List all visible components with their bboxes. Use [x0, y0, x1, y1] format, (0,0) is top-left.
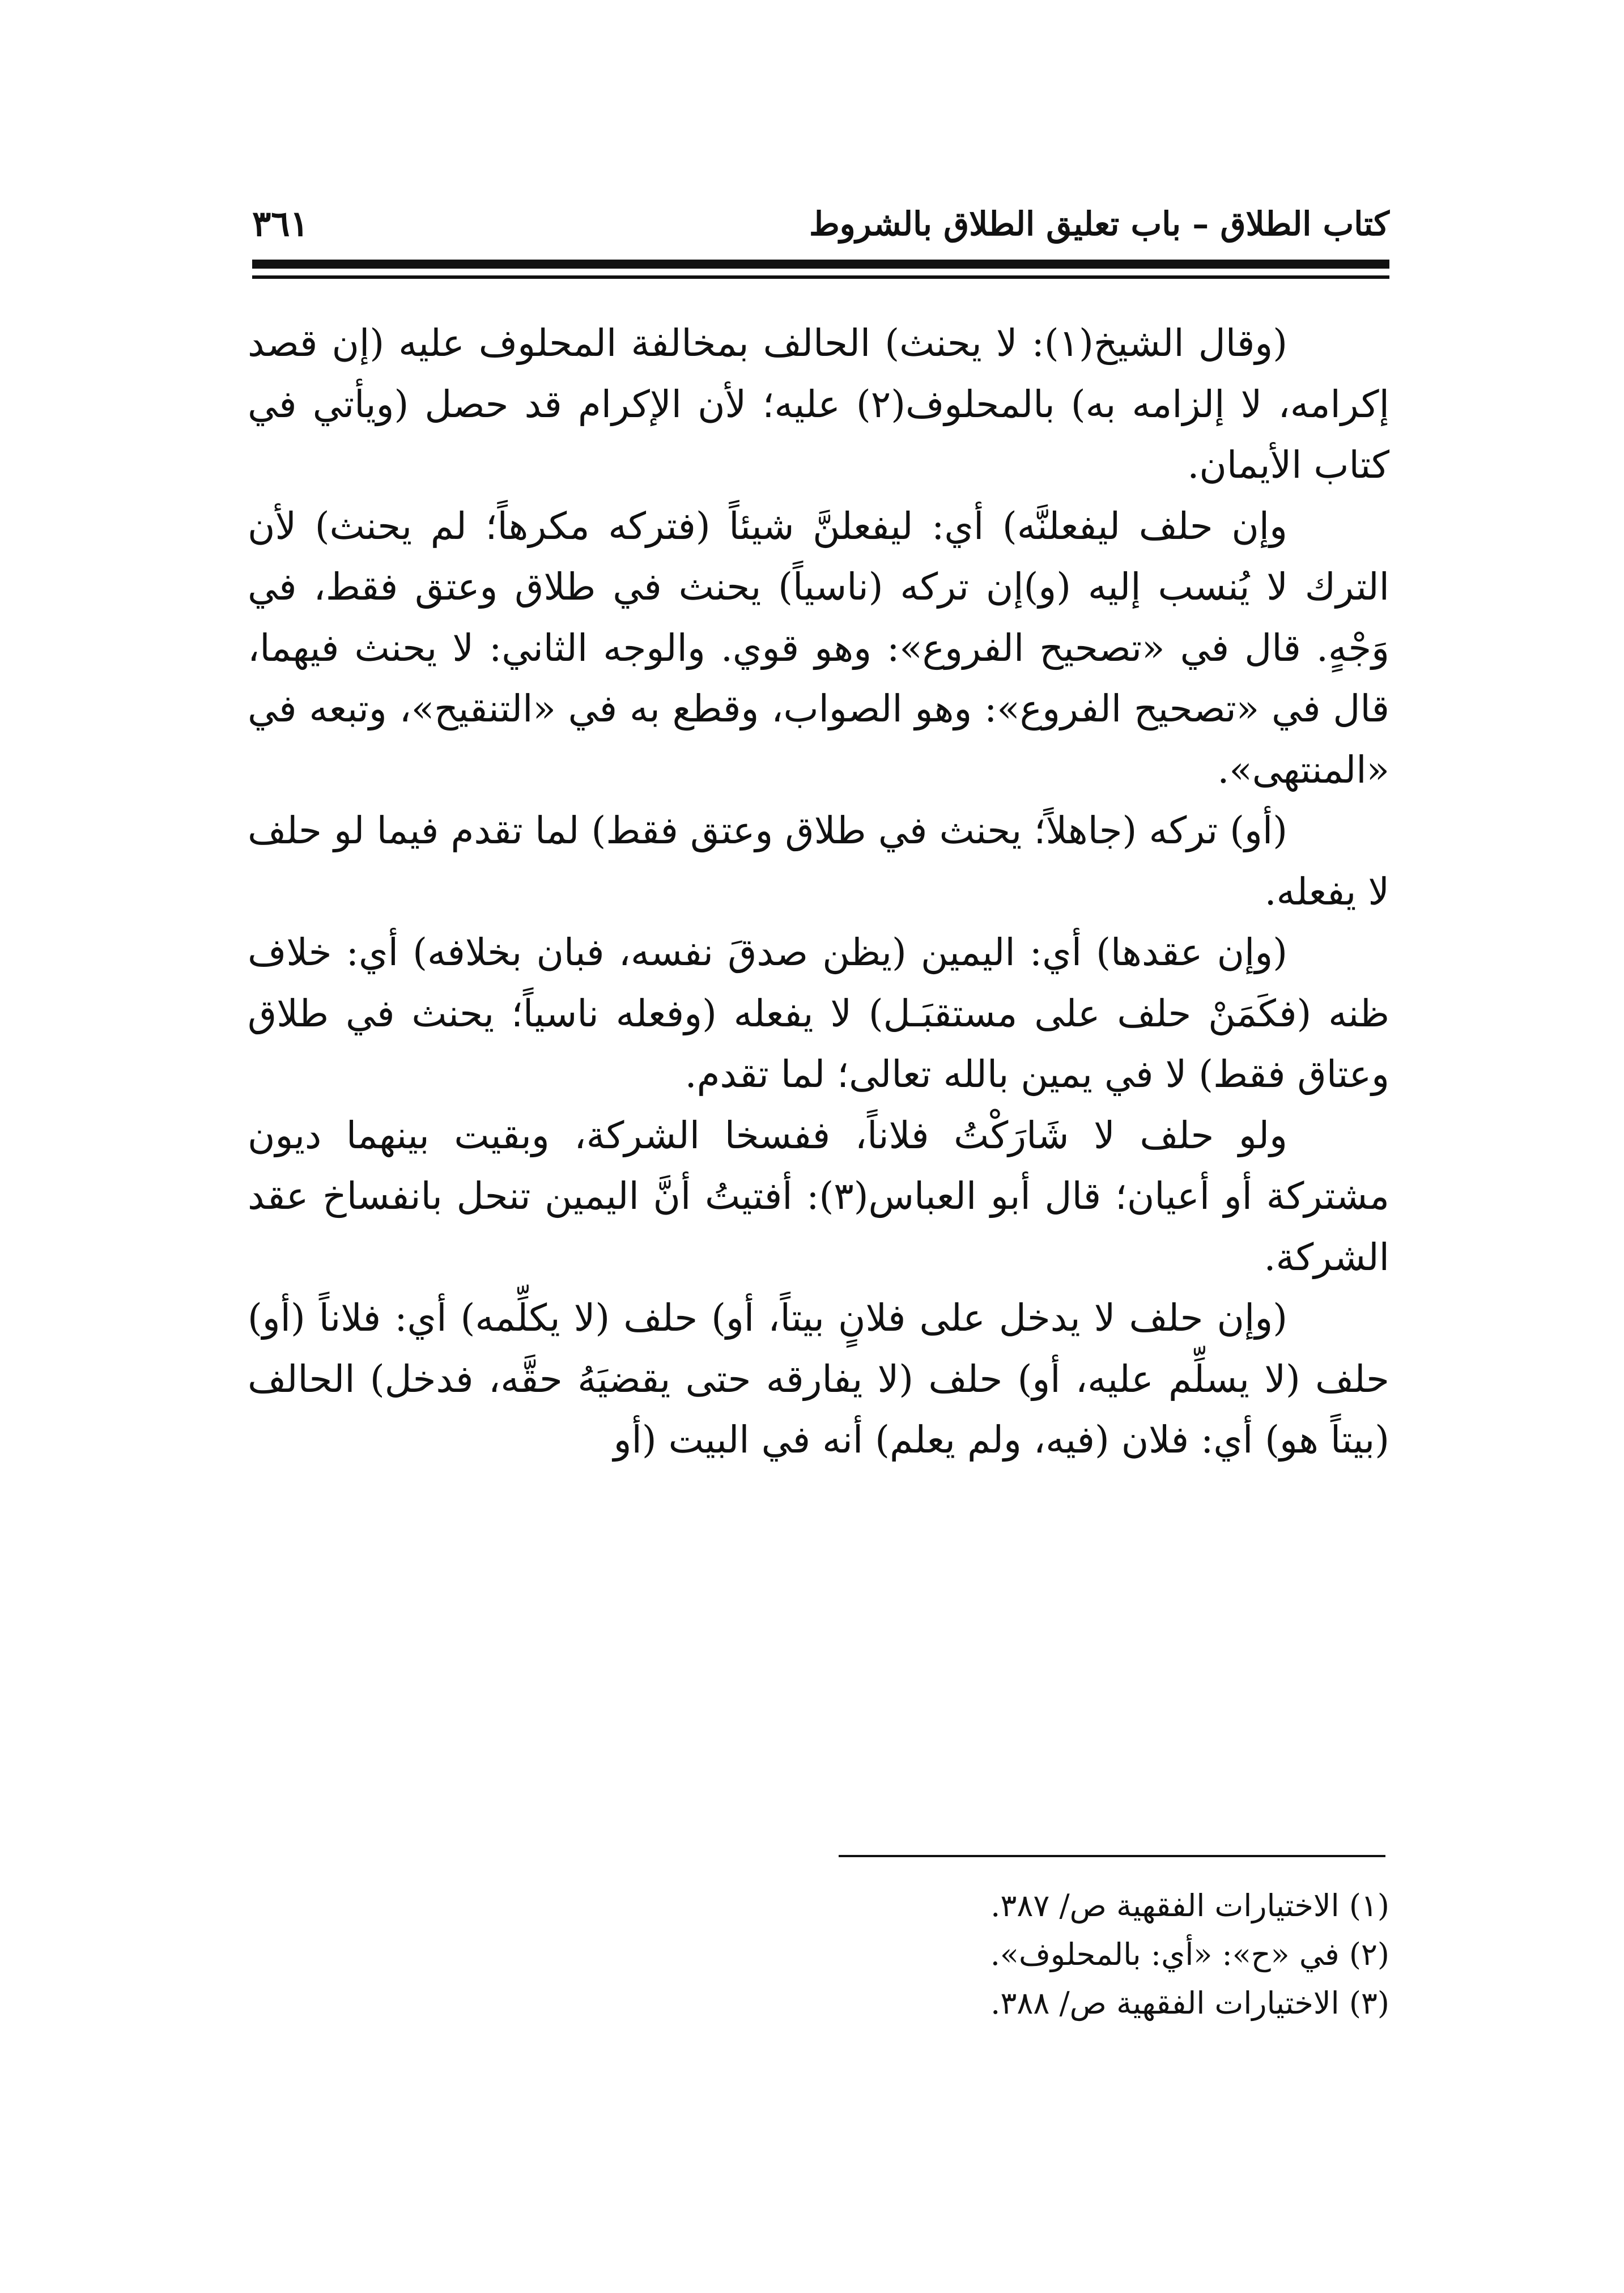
header-rule-thick	[252, 260, 1389, 269]
footnote-divider	[839, 1855, 1385, 1857]
paragraph: (وقال الشيخ(١): لا يحنث) الحالف بمخالفة المحلوف عليه (إن قصد إكرامه، لا إلزامه به) بالمحلوف(٢) عليه؛ لأن الإكرام قد حصل (ويأتي في كتاب الأيمان.	[248, 321, 1389, 487]
footnote: (٢) في «ح»: «أي: بالمحلوف».	[990, 1937, 1389, 1972]
footnote: (١) الاختيارات الفقهية ص/ ٣٨٧.	[990, 1888, 1389, 1923]
main-text	[248, 313, 1389, 1471]
paragraph: (أو) تركه (جاهلاً؛ يحنث في طلاق وعتق فقط) لما تقدم فيما لو حلف لا يفعله.	[248, 809, 1389, 914]
page-number: ٣٦١	[252, 203, 309, 244]
paragraph: (وإن عقدها) أي: اليمين (يظن صدقَ نفسه، فبان بخلافه) أي: خلاف ظنه (فكَمَنْ حلف على مستقبَـل) لا يفعله (وفعله ناسياً؛ يحنث في طلاق وعتاق فقط) لا في يمين بالله تعالى؛ لما تقدم.	[248, 931, 1389, 1096]
paragraph: (وإن حلف لا يدخل على فلانٍ بيتاً، أو) حلف (لا يكلِّمه) أي: فلاناً (أو) حلف (لا يسلِّم عليه، أو) حلف (لا يفارقه حتى يقضيَهُ حقَّه، فدخل) الحالف (بيتاً هو) أي: فلان (فيه، ولم يعلم) أنه في البيت (أو	[248, 1296, 1389, 1462]
footnotes	[800, 1882, 1389, 2028]
paragraph: وإن حلف ليفعلنَّه) أي: ليفعلنَّ شيئاً (فتركه مكرهاً؛ لم يحنث) لأن الترك لا يُنسب إليه (و)إن تركه (ناسياً) يحنث في طلاق وعتق فقط، في وَجْهٍ. قال في «تصحيح الفروع»: وهو قوي. والوجه الثاني: لا يحنث فيهما، قال في «تصحيح الفروع»: وهو الصواب، وقطع به في «التنقيح»، وتبعه في «المنتهى».	[248, 504, 1389, 792]
paragraph: ولو حلف لا شَارَكْتُ فلاناً، ففسخا الشركة، وبقيت بينهما ديون مشتركة أو أعيان؛ قال أبو العباس(٣): أفتيتُ أنَّ اليمين تنحل بانفساخ عقد الشركة.	[248, 1113, 1389, 1279]
footnote: (٣) الاختيارات الفقهية ص/ ٣٨٨.	[990, 1985, 1389, 2021]
chapter-title: كتاب الطلاق – باب تعليق الطلاق بالشروط	[809, 205, 1389, 243]
running-header	[252, 201, 1389, 247]
header-rule-thin	[252, 275, 1389, 279]
